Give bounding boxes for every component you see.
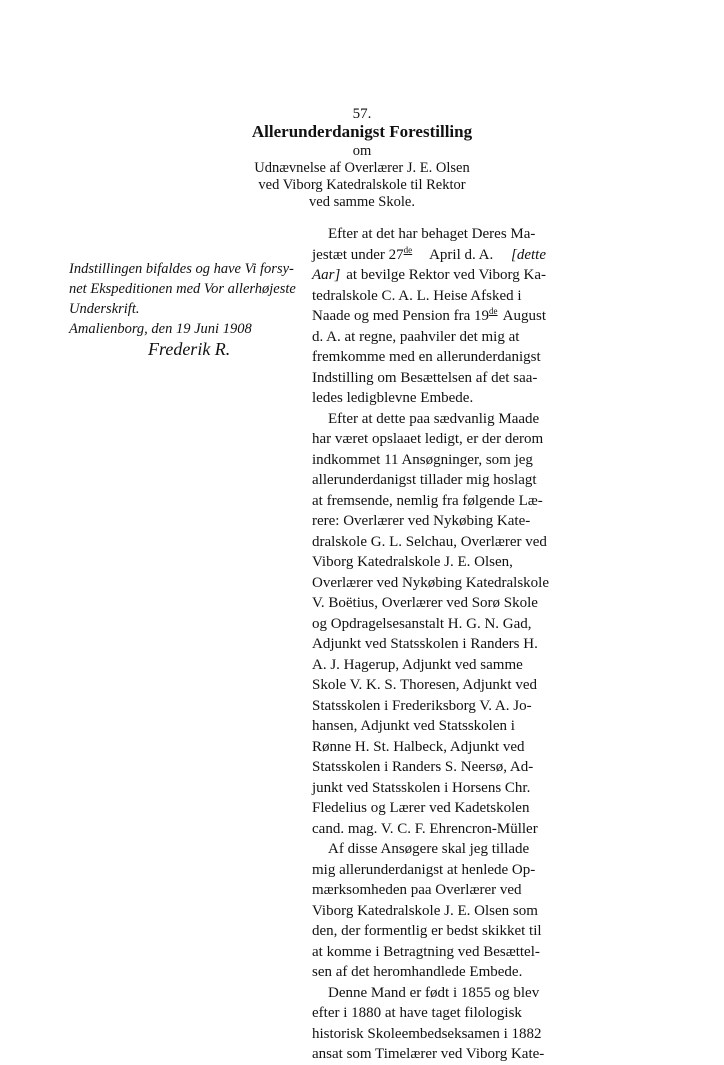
subtitle-line-4: ved samme Skole. — [309, 194, 415, 210]
text-line: Statsskolen i Randers S. Neersø, Ad- — [312, 759, 534, 775]
text-line: allerunderdanigst tillader mig hoslagt — [312, 472, 537, 488]
text-line: indkommet 11 Ansøgninger, som jeg — [312, 451, 533, 468]
text-line: cand. mag. V. C. F. Ehrencron-Müller — [312, 820, 538, 837]
royal-signature: Frederik R. — [148, 339, 231, 359]
text-line: Adjunkt ved Statsskolen i Randers H. — [312, 636, 538, 652]
text-line: ledes ledigblevne Embede. — [312, 390, 474, 406]
text-line: Statsskolen i Frederiksborg V. A. Jo- — [312, 697, 532, 714]
subtitle-line-2: Udnævnelse af Overlærer J. E. Olsen — [254, 160, 470, 176]
text-line: efter i 1880 at have taget filologisk — [312, 1005, 522, 1021]
text-line: mærksomheden paa Overlærer ved — [312, 882, 522, 898]
superscript-de: de — [403, 244, 413, 255]
text-line: Indstilling om Besættelsen af det saa- — [312, 369, 538, 386]
text-line: Viborg Katedralskole J. E. Olsen som — [312, 902, 538, 919]
text-line: Efter at dette paa sædvanlig Maade — [328, 410, 540, 427]
text-line: d. A. at regne, paahviler det mig at — [312, 328, 520, 345]
text-line: Denne Mand er født i 1855 og blev — [328, 984, 540, 1001]
text-line: Rønne H. St. Halbeck, Adjunkt ved — [312, 738, 525, 755]
text-line: Af disse Ansøgere skal jeg tillade — [328, 841, 530, 857]
text-line: rere: Overlærer ved Nykøbing Kate- — [312, 513, 531, 529]
text-line: dralskole G. L. Selchau, Overlærer ved — [312, 533, 547, 550]
text-line: junkt ved Statsskolen i Horsens Chr. — [312, 779, 531, 796]
text-line: at komme i Betragtning ved Besættel- — [312, 943, 540, 960]
body-text — [312, 224, 550, 1065]
editorial-note: [dette — [511, 246, 546, 263]
superscript-de: de — [489, 306, 498, 316]
subtitle-line-3: ved Viborg Katedralskole til Rektor — [258, 177, 466, 193]
text-line: Skole V. K. S. Thoresen, Adjunkt ved — [312, 677, 538, 693]
note-line: Underskrift. — [69, 301, 140, 317]
text-line: at fremsende, nemlig fra følgende Læ- — [312, 492, 543, 509]
note-line: Indstillingen bifaldes og have Vi forsy- — [69, 261, 294, 277]
text-line: historisk Skoleembedseksamen i 1882 — [312, 1025, 542, 1042]
text-line: har været opslaaet ledigt, er der derom — [312, 431, 544, 447]
text-line: Overlærer ved Nykøbing Katedralskole — [312, 574, 550, 591]
text-line: fremkomme med en allerunderdanigst — [312, 349, 541, 365]
text-line: Aar] at bevilge Rektor ved Viborg Ka- — [312, 265, 546, 286]
subtitle-line-1: om — [352, 143, 372, 159]
text-line: V. Boëtius, Overlærer ved Sorø Skole — [312, 595, 538, 611]
text-line: Naade og med Pension fra 19de August — [312, 306, 546, 324]
note-date-line: Amalienborg, den 19 Juni 1908 — [69, 321, 252, 337]
text-line: mig allerunderdanigst at henlede Op- — [312, 861, 536, 878]
text-line: Viborg Katedralskole J. E. Olsen, — [312, 554, 513, 570]
text-line: den, der formentlig er bedst skikket til — [312, 923, 542, 939]
royal-resolution-note — [69, 259, 305, 339]
text-line: jestæt under 27de April d. A. [dette — [312, 245, 546, 266]
text-line: A. J. Hagerup, Adjunkt ved samme — [312, 656, 523, 673]
text-line: ansat som Timelærer ved Viborg Kate- — [312, 1046, 545, 1062]
note-line: net Ekspeditionen med Vor allerhøjeste — [69, 281, 296, 297]
text-line: tedralskole C. A. L. Heise Afsked i — [312, 287, 522, 304]
text-line: og Opdragelsesanstalt H. G. N. Gad, — [312, 615, 532, 632]
document-title: Allerunderdanigst Forestilling — [251, 122, 473, 141]
text-line: sen af det heromhandlede Embede. — [312, 964, 523, 980]
text-line: Fledelius og Lærer ved Kadetskolen — [312, 800, 530, 816]
text-line: hansen, Adjunkt ved Statsskolen i — [312, 718, 515, 734]
document-number: 57. — [352, 106, 372, 122]
text-line: Efter at det har behaget Deres Ma- — [328, 226, 536, 242]
editorial-note: Aar] — [312, 267, 341, 283]
